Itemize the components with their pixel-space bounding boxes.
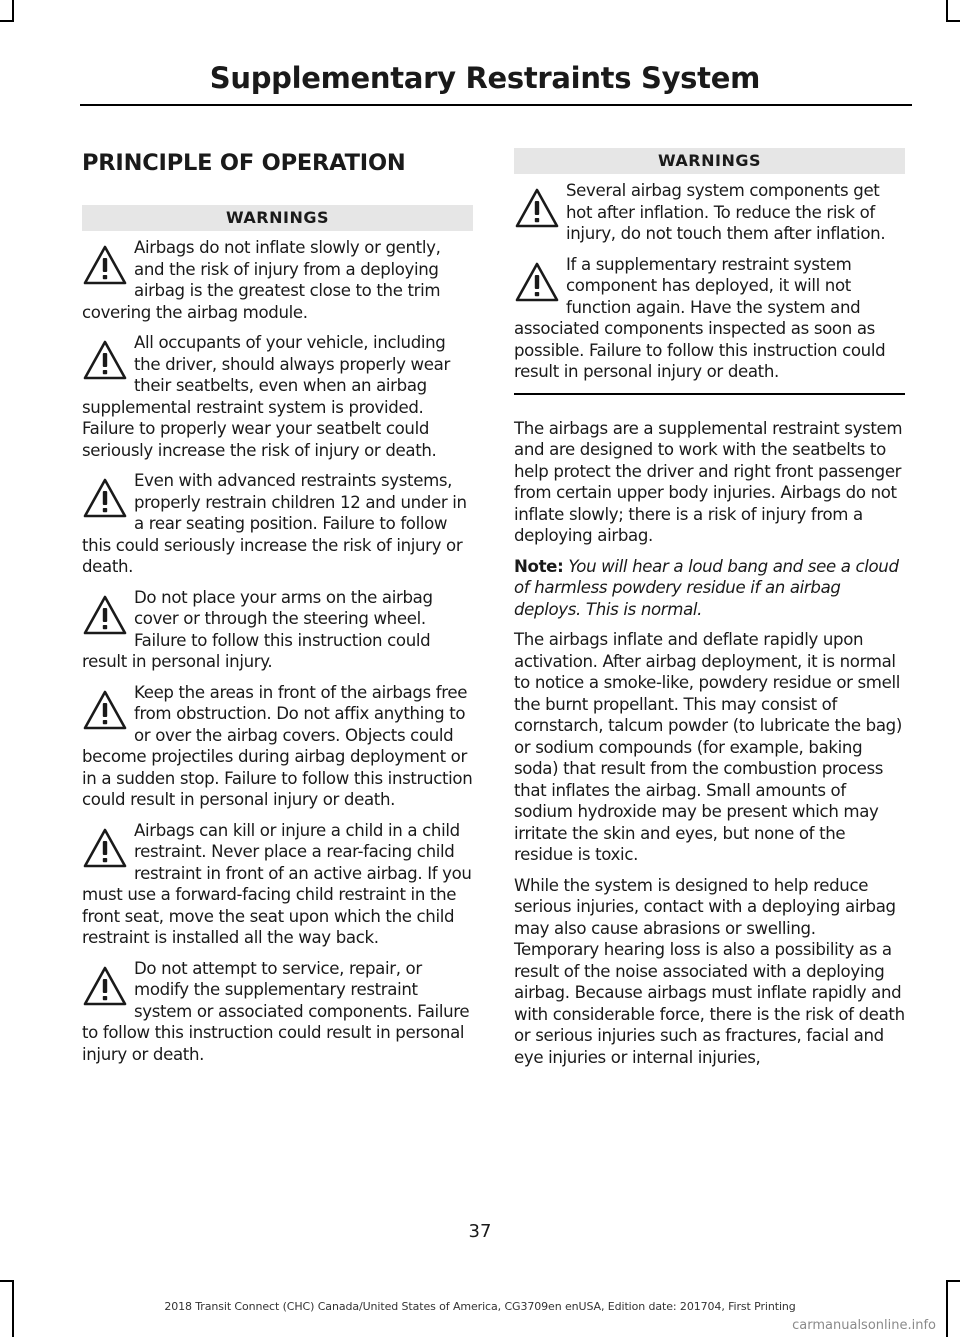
warning-item [82, 237, 473, 323]
warning-text: Do not place your arms on the airbag cover or through the steering wheel. Failure to follow this instruction could result in personal injury. [82, 587, 433, 671]
watermark-link[interactable]: carmanualsonline.info [792, 1318, 936, 1333]
warning-text: All occupants of your vehicle, including the driver, should always properly wear their seatbelts, even when an airbag supplemental restraint system is provided. Failure to properly wear your seatbelt could seriously increase the risk of injury or death. [82, 333, 450, 460]
warning-triangle-icon [82, 688, 128, 732]
section-heading: PRINCIPLE OF OPERATION [82, 150, 406, 176]
warning-text: Airbags do not inflate slowly or gently, and the risk of injury from a deploying airbag is the greatest close to the trim covering the airbag module. [82, 238, 441, 322]
warning-item [514, 254, 905, 383]
note-paragraph [514, 556, 905, 621]
body-paragraph: While the system is designed to help reduce serious injuries, contact with a deploying airbag may also cause abrasions or swelling. Temporary hearing loss is also a possibility as a result of the noise associated with a deploying airbag. Because airbags must inflate rapidly and with considerable force, there is the risk of death or serious injuries such as fractures, facial and eye injuries or internal injuries, [514, 875, 905, 1067]
warnings-header: WARNINGS [514, 148, 905, 174]
crop-mark [946, 1280, 960, 1282]
warning-triangle-icon [82, 964, 128, 1008]
warning-text: Airbags can kill or injure a child in a child restraint. Never place a rear-facing child restraint in front of an active airbag. If you must use a forward-facing child restraint in the front seat, move the seat upon which the child restraint is installed all the way back. [82, 820, 472, 947]
warning-text: Do not attempt to service, repair, or modify the supplementary restraint system or associated components. Failure to follow this instruction could result in personal injury or death. [82, 958, 470, 1064]
right-column [514, 136, 905, 1077]
warning-item [82, 332, 473, 461]
note-label: Note: [514, 556, 564, 576]
chapter-title: Supplementary Restraints System [209, 61, 760, 95]
warning-triangle-icon [82, 338, 128, 382]
body-paragraph: The airbags inflate and deflate rapidly upon activation. After airbag deployment, it is normal to notice a smoke-like, powdery residue or smell the burnt propellant. This may consist of cornstarch, talcum powder (to lubricate the bag) or sodium compounds (for example, baking soda) that result from the combustion process that inflates the airbag. Small amounts of sodium hydroxide may be present which may irritate the skin and eyes, but none of the residue is toxic. [514, 630, 902, 864]
warning-text: Keep the areas in front of the airbags free from obstruction. Do not affix anything to or over the airbag covers. Objects could become projectiles during airbag deployment or in a sudden stop. Failure to follow this instruction could result in personal injury or death. [82, 682, 473, 809]
header-rule [80, 104, 912, 106]
warnings-end-rule [514, 393, 905, 395]
warning-item [82, 958, 473, 1066]
warnings-header: WARNINGS [82, 205, 473, 231]
warning-text: Several airbag system components get hot after inflation. To reduce the risk of injury, do not touch them after inflation. [566, 181, 886, 243]
warning-text: If a supplementary restraint system component has deployed, it will not function again. Have the system and associated components inspected as soon as possible. Failure to follow this instruction could result in personal injury or death. [514, 254, 886, 381]
crop-mark [12, 0, 14, 20]
edition-line: 2018 Transit Connect (CHC) Canada/United States of America, CG3709en enUSA, Edition date: 201704, First Printing [164, 1300, 796, 1313]
page-number: 37 [468, 1221, 492, 1242]
note-text: You will hear a loud bang and see a cloud of harmless powdery residue if an airbag deploys. This is normal. [514, 556, 899, 619]
warning-item [82, 587, 473, 673]
crop-mark [0, 20, 14, 22]
warning-item [82, 470, 473, 578]
warning-triangle-icon [82, 476, 128, 520]
warning-triangle-icon [82, 826, 128, 870]
warning-item [82, 820, 473, 949]
warning-triangle-icon [82, 593, 128, 637]
body-paragraph: The airbags are a supplemental restraint system and are designed to work with the seatbelts to help protect the driver and right front passenger from certain upper body injuries. Airbags do not inflate slowly; there is a risk of injury from a deploying airbag. [514, 418, 903, 545]
crop-mark [946, 20, 960, 22]
warning-item [514, 180, 905, 245]
warning-text: Even with advanced restraints systems, properly restrain children 12 and under in a rear seating position. Failure to follow this could seriously increase the risk of injury or death. [82, 471, 467, 576]
crop-mark [946, 0, 948, 20]
left-column [82, 136, 473, 1074]
warning-triangle-icon [514, 186, 560, 230]
warning-item [82, 682, 473, 811]
warning-triangle-icon [514, 260, 560, 304]
warning-triangle-icon [82, 243, 128, 287]
crop-mark [0, 1280, 14, 1282]
